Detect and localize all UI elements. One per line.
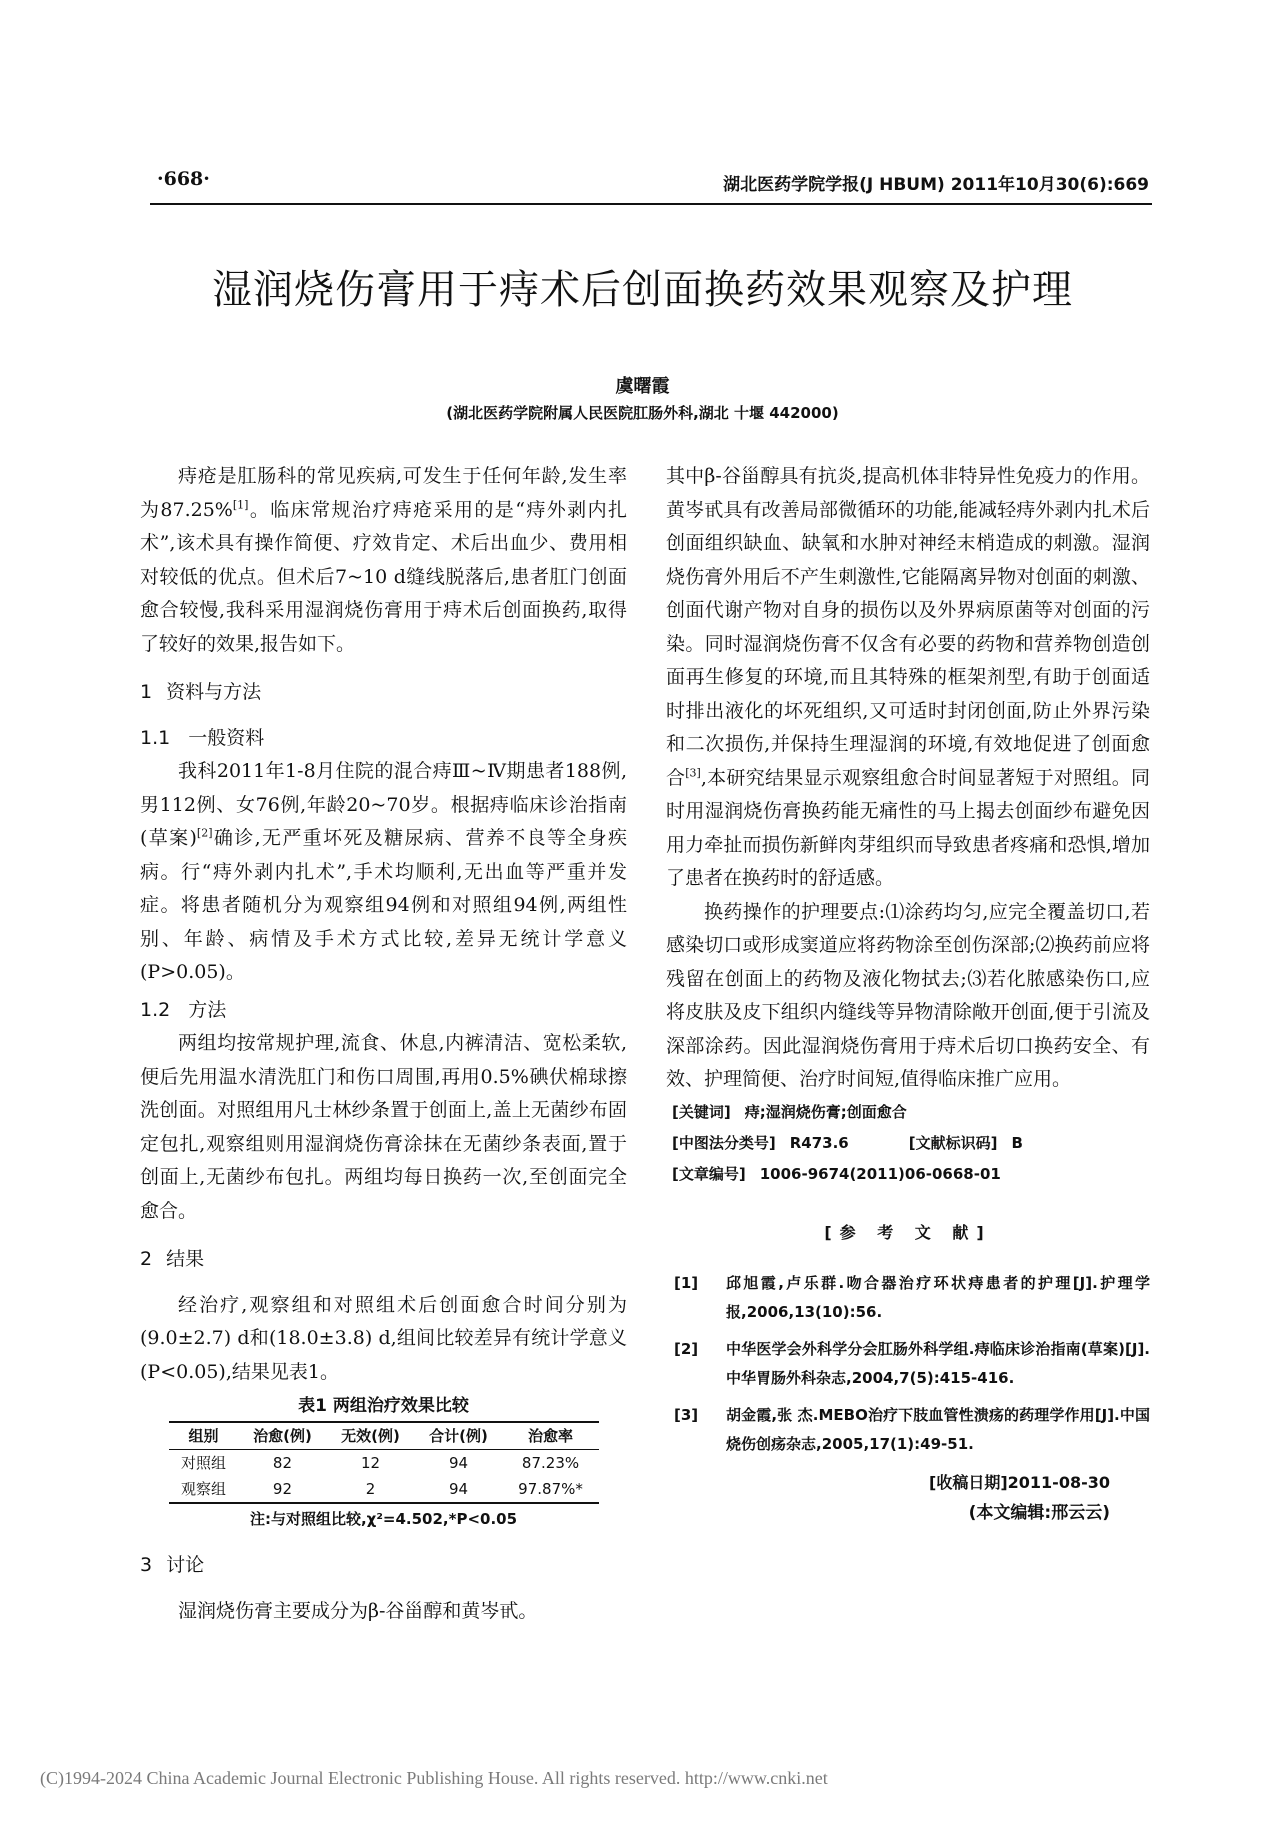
author: 虞曙霞 (615, 376, 670, 397)
section-heading-1: 1 资料与方法 (140, 681, 262, 703)
table-header-row (169, 1422, 599, 1450)
page-number: ·668· (157, 168, 210, 190)
table-header-cell: 合计(例) (415, 1422, 503, 1450)
affiliation: (湖北医药学院附属人民医院肛肠外科,湖北 十堰 442000) (446, 404, 839, 422)
citation-2: [2] (196, 826, 213, 840)
table-note: 注:与对照组比较,χ²=4.502,*P<0.05 (249, 1510, 518, 1528)
table-row (169, 1476, 599, 1503)
results-table (169, 1421, 599, 1504)
editor-line: (本文编辑:邢云云) (968, 1503, 1110, 1523)
article-number-line: [文章编号] 1006-9674(2011)06-0668-01 (672, 1164, 1001, 1183)
results-paragraph: 经治疗,观察组和对照组术后创面愈合时间分别为(9.0±2.7) d和(18.0±3.8) d,组间比较差异有统计学意义(P<0.05),结果见表1。 (140, 1293, 627, 1383)
subsection-heading-1-2: 1.2 方法 (140, 998, 227, 1021)
reference-item: [1] 邱旭霞,卢乐群.吻合器治疗环状痔患者的护理[J].护理学报,2006,13(10):56. (674, 1274, 1150, 1321)
table-cell: 观察组 (169, 1476, 239, 1503)
nursing-points-paragraph: 换药操作的护理要点:⑴涂药均匀,应完全覆盖切口,若感染切口或形成窦道应将药物涂至创伤深部;⑵换药前应将残留在创面上的药物及液化物拭去;⑶若化脓感染伤口,应将皮肤及皮下组织内缝线等异物清除敞开创面,便于引流及深部涂药。因此湿润烧伤膏用于痔术后切口换药安全、有效、护理简便、治疗时间短,值得临床推广应用。 (666, 900, 1150, 1090)
table-cell: 92 (238, 1476, 326, 1503)
table-header-cell: 治愈率 (503, 1422, 599, 1450)
right-column (666, 460, 1150, 1529)
table-header-cell: 治愈(例) (238, 1422, 326, 1450)
discussion-paragraph-start: 湿润烧伤膏主要成分为β-谷甾醇和黄岑甙。 (178, 1599, 538, 1622)
method-paragraph: 两组均按常规护理,流食、休息,内裤清洁、宽松柔软,便后先用温水清洗肛门和伤口周围,再用0.5%碘伏棉球擦洗创面。对照组用凡士林纱条置于创面上,盖上无菌纱布固定包扎,观察组则用湿润烧伤膏涂抹在无菌纱条表面,置于创面上,无菌纱布包扎。两组均每日换药一次,至创面完全愈合。 (140, 1032, 627, 1222)
table-cell: 12 (360, 1454, 381, 1472)
table-header-cell: 无效(例) (326, 1422, 414, 1450)
intro-paragraph: 痔疮是肛肠科的常见疾病,可发生于任何年龄,发生率为87.25%[1]。临床常规治疗痔疮采用的是“痔外剥内扎术”,该术具有操作简便、疗效肯定、术后出血少、费用相对较低的优点。但术后7~10 d缝线脱落后,患者肛门创面愈合较慢,我科采用湿润烧伤膏用于痔术后创面换药,取得了较好的效果,报告如下。 (140, 465, 627, 655)
received-date: [收稿日期]2011-08-30 (929, 1473, 1110, 1492)
left-column (140, 460, 627, 1628)
reference-item: [2] 中华医学会外科学分会肛肠外科学组.痔临床诊治指南(草案)[J].中华胃肠外科杂志,2004,7(5):415-416. (674, 1340, 1150, 1387)
table-cell: 97.87%* (503, 1476, 599, 1503)
header-rule (150, 203, 1152, 205)
references-title: [参 考 文 献] (824, 1222, 992, 1242)
table-cell: 82 (272, 1454, 293, 1472)
article-title: 湿润烧伤膏用于痔术后创面换药效果观察及护理 (212, 267, 1073, 313)
table-cell: 94 (415, 1476, 503, 1503)
table-caption: 表1 两组治疗效果比较 (298, 1396, 469, 1416)
citation-1: [1] (232, 498, 249, 512)
table-header-cell: 组别 (169, 1422, 239, 1450)
table-row (169, 1450, 599, 1477)
table-cell: 87.23% (521, 1454, 580, 1472)
table-cell: 对照组 (180, 1454, 226, 1472)
table-cell: 2 (326, 1476, 414, 1503)
table-cell: 94 (448, 1454, 469, 1472)
journal-info: 湖北医药学院学报(J HBUM) 2011年10月30(6):669 (723, 175, 1149, 195)
subsection-heading-1-1: 1.1 一般资料 (140, 726, 265, 749)
section-heading-2: 2 结果 (140, 1248, 205, 1270)
reference-item: [3] 胡金霞,张 杰.MEBO治疗下肢血管性溃疡的药理学作用[J].中国烧伤创疡杂志,2005,17(1):49-51. (674, 1406, 1150, 1453)
citation-3: [3] (685, 766, 701, 780)
general-data-paragraph: 我科2011年1-8月住院的混合痔Ⅲ~Ⅳ期患者188例,男112例、女76例,年龄20~70岁。根据痔临床诊治指南(草案)[2]确诊,无严重坏死及糖尿病、营养不良等全身疾病。行“痔外剥内扎术”,手术均顺利,无出血等严重并发症。将患者随机分为观察组94例和对照组94例,两组性别、年龄、病情及手术方式比较,差异无统计学意义(P>0.05)。 (140, 760, 628, 983)
discussion-paragraph-continued: 其中β-谷甾醇具有抗炎,提高机体非特异性免疫力的作用。黄岑甙具有改善局部微循环的功能,能减轻痔外剥内扎术后创面组织缺血、缺氧和水肿对神经末梢造成的刺激。湿润烧伤膏外用后不产生刺激性,它能隔离异物对创面的刺激、创面代谢产物对自身的损伤以及外界病原菌等对创面的污染。同时湿润烧伤膏不仅含有必要的药物和营养物创造创面再生修复的环境,而且其特殊的框架剂型,有助于创面适时排出液化的坏死组织,又可适时封闭创面,防止外界污染和二次损伤,并保持生理湿润的环境,有效地促进了创面愈合[3],本研究结果显示观察组愈合时间显著短于对照组。同时用湿润烧伤膏换药能无痛性的马上揭去创面纱布避免因用力牵扯而损伤新鲜肉芽组织而导致患者疼痛和恐惧,增加了患者在换药时的舒适感。 (666, 465, 1150, 889)
classification-line: [中图法分类号] R473.6 [文献标识码] B (672, 1133, 1023, 1152)
keywords-line: [关键词] 痔;湿润烧伤膏;创面愈合 (672, 1102, 907, 1121)
copyright-footer: (C)1994-2024 China Academic Journal Electronic Publishing House. All rights reserved. http://www.cnki.net (40, 1768, 828, 1788)
section-heading-3: 3 讨论 (140, 1554, 205, 1576)
